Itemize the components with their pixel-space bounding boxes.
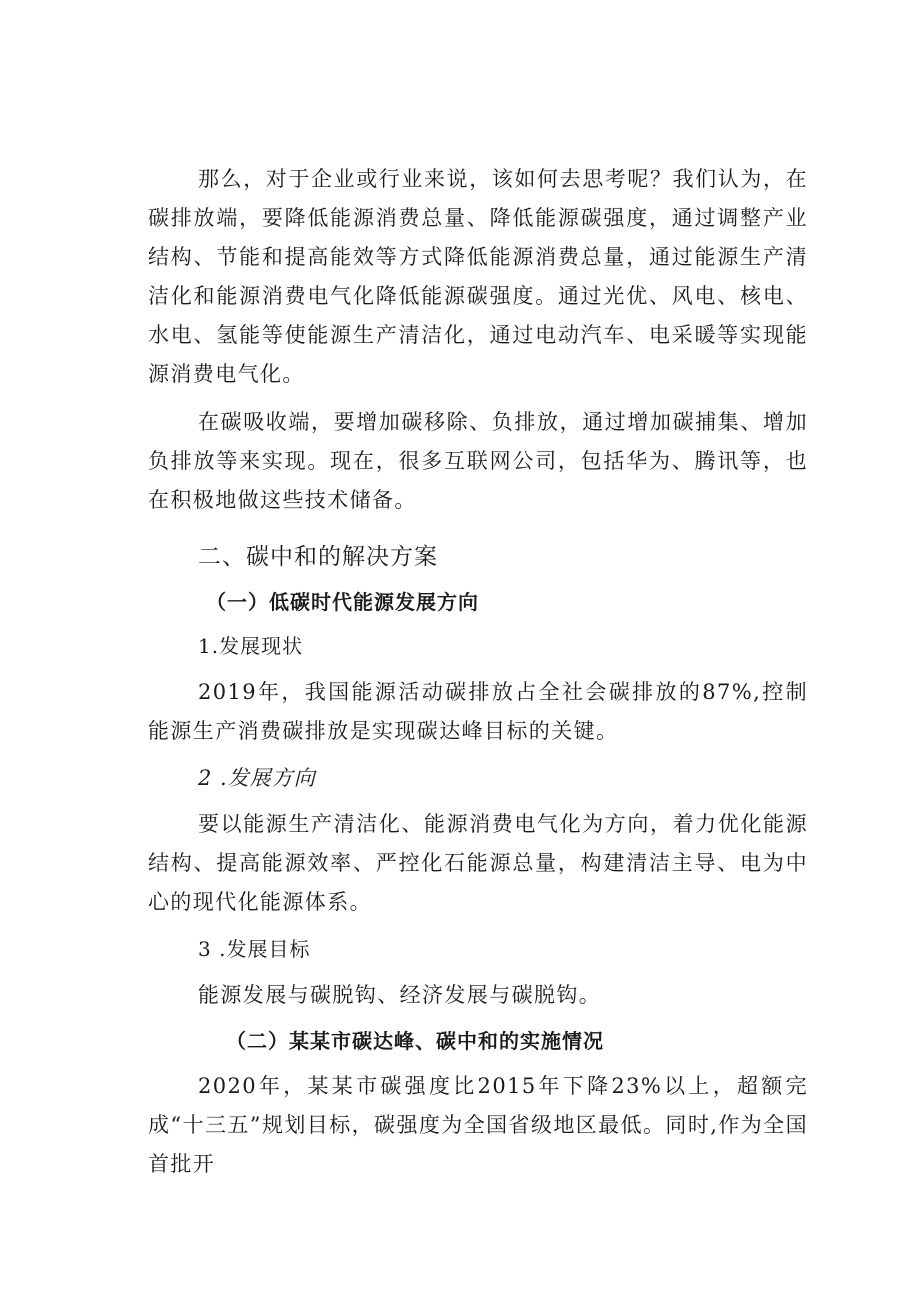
paragraph-status: 2019年，我国能源活动碳排放占全社会碳排放的87%,控制能源生产消费碳排放是实现碳达峰目标的关键。: [148, 680, 808, 743]
subsection-heading-city-implementation: （二）某某市碳达峰、碳中和的实施情况: [226, 1029, 604, 1053]
item-heading-goal: 3 .发展目标: [198, 937, 311, 961]
document-page: [148, 160, 808, 1184]
subsection-heading-energy-direction: （一）低碳时代能源发展方向: [206, 590, 479, 614]
paragraph-goal: 能源发展与碳脱钩、经济发展与碳脱钩。: [198, 983, 602, 1007]
item-heading-direction: 2 .发展方向: [198, 766, 316, 790]
item-heading-status: 1.发展现状: [198, 634, 304, 658]
paragraph-carbon-absorption: 在碳吸收端，要增加碳移除、负排放，通过增加碳捕集、增加负排放等来实现。现在，很多互联网公司，包括华为、腾讯等，也在积极地做这些技术储备。: [148, 410, 808, 512]
paragraph-carbon-emission: 那么，对于企业或行业来说，该如何去思考呢？我们认为，在碳排放端，要降低能源消费总量、降低能源碳强度，通过调整产业结构、节能和提高能效等方式降低能源消费总量，通过能源生产清洁化和能源消费电气化降低能源碳强度。通过光优、风电、核电、水电、氢能等使能源生产清洁化，通过电动汽车、电采暖等实现能源消费电气化。: [148, 167, 808, 386]
paragraph-direction: 要以能源生产清洁化、能源消费电气化为方向，着力优化能源结构、提高能源效率、严控化石能源总量，构建清洁主导、电为中心的现代化能源体系。: [148, 812, 808, 914]
section-heading-solutions: 二、碳中和的解决方案: [198, 544, 438, 570]
paragraph-city-implementation: 2020年，某某市碳强度比2015年下降23%以上，超额完成“十三五”规划目标，碳强度为全国省级地区最低。同时,作为全国首批开: [148, 1074, 808, 1176]
